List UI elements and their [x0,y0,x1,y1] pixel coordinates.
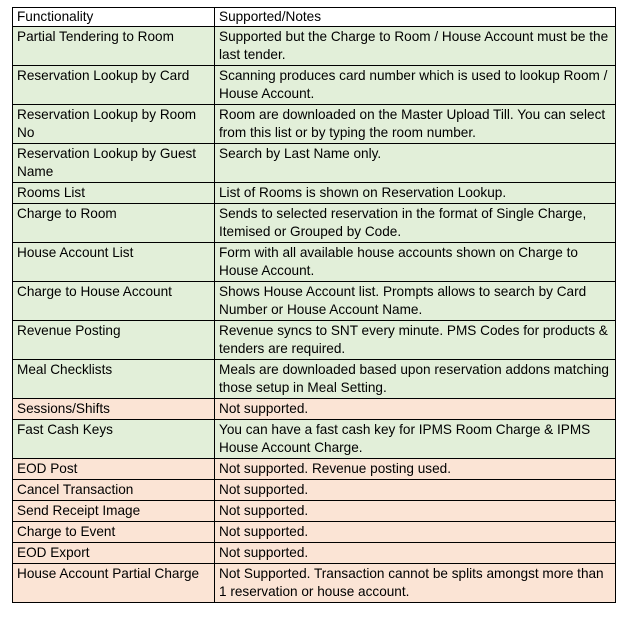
notes-cell: Scanning produces card number which is used to lookup Room / House Account. [215,66,616,105]
notes-cell: Sends to selected reservation in the format of Single Charge, Itemised or Grouped by Code. [215,204,616,243]
functionality-cell: Reservation Lookup by Card [13,66,215,105]
functionality-cell: Partial Tendering to Room [13,27,215,66]
table-row [13,501,616,522]
notes-cell: Form with all available house accounts shown on Charge to House Account. [215,243,616,282]
functionality-cell: Fast Cash Keys [13,420,215,459]
table-row [13,420,616,459]
table-row [13,183,616,204]
functionality-cell: EOD Post [13,459,215,480]
table-row [13,243,616,282]
functionality-cell: House Account List [13,243,215,282]
table-row [13,144,616,183]
functionality-cell: Charge to Room [13,204,215,243]
table-body [13,27,616,603]
table-row [13,522,616,543]
functionality-cell: Cancel Transaction [13,480,215,501]
notes-cell: Shows House Account list. Prompts allows to search by Card Number or House Account Name. [215,282,616,321]
notes-cell: Search by Last Name only. [215,144,616,183]
notes-cell: Meals are downloaded based upon reservation addons matching those setup in Meal Setting. [215,360,616,399]
notes-cell: List of Rooms is shown on Reservation Lookup. [215,183,616,204]
table-header-row [13,8,616,27]
functionality-cell: EOD Export [13,543,215,564]
header-functionality: Functionality [13,8,215,27]
notes-cell: Not Supported. Transaction cannot be splits amongst more than 1 reservation or house account. [215,564,616,603]
table-row [13,321,616,360]
notes-cell: Not supported. [215,399,616,420]
notes-cell: Revenue syncs to SNT every minute. PMS Codes for products & tenders are required. [215,321,616,360]
functionality-table [12,7,616,603]
functionality-cell: Send Receipt Image [13,501,215,522]
table-row [13,459,616,480]
functionality-cell: House Account Partial Charge [13,564,215,603]
table-row [13,360,616,399]
notes-cell: Room are downloaded on the Master Upload Till. You can select from this list or by typing the room number. [215,105,616,144]
notes-cell: Not supported. [215,501,616,522]
notes-cell: Not supported. [215,480,616,501]
functionality-cell: Rooms List [13,183,215,204]
notes-cell: You can have a fast cash key for IPMS Room Charge & IPMS House Account Charge. [215,420,616,459]
notes-cell: Not supported. [215,522,616,543]
header-supported-notes: Supported/Notes [215,8,616,27]
table-row [13,66,616,105]
functionality-cell: Reservation Lookup by Guest Name [13,144,215,183]
table-row [13,282,616,321]
functionality-cell: Reservation Lookup by Room No [13,105,215,144]
table-row [13,399,616,420]
notes-cell: Supported but the Charge to Room / House Account must be the last tender. [215,27,616,66]
notes-cell: Not supported. [215,543,616,564]
notes-cell: Not supported. Revenue posting used. [215,459,616,480]
table-row [13,204,616,243]
table-row [13,27,616,66]
table-row [13,543,616,564]
functionality-cell: Revenue Posting [13,321,215,360]
table-row [13,564,616,603]
functionality-cell: Meal Checklists [13,360,215,399]
table-row [13,105,616,144]
functionality-cell: Charge to House Account [13,282,215,321]
functionality-cell: Charge to Event [13,522,215,543]
table-row [13,480,616,501]
functionality-cell: Sessions/Shifts [13,399,215,420]
